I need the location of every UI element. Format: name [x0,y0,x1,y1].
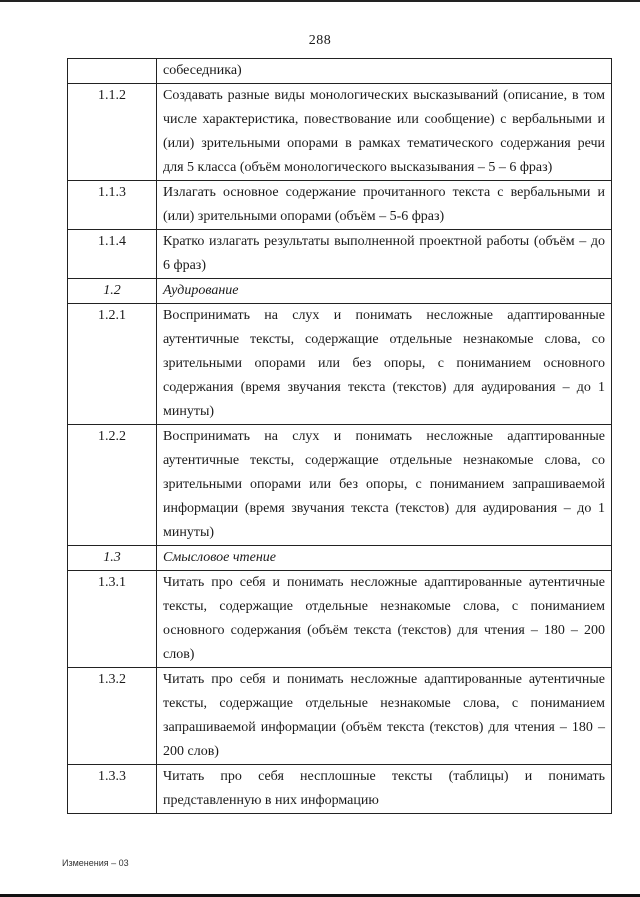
revision-footer: Изменения – 03 [62,858,129,868]
row-number: 1.3.3 [68,765,157,814]
row-text: Воспринимать на слух и понимать несложные адаптированные аутентичные тексты, содержащие отдельные незнакомые слова, со зрительными опорами или без опоры, с пониманием основного содержания (время звучания текста (текстов) для аудирования – до 1 минуты) [157,304,612,425]
section-header-row [68,279,612,304]
row-number: 1.3.1 [68,571,157,668]
table-row [68,59,612,84]
section-title: Аудирование [157,279,612,304]
row-text: Читать про себя и понимать несложные адаптированные аутентичные тексты, содержащие отдельные незнакомые слова, с пониманием запрашиваемой информации (объём текста (текстов) для чтения – 180 – 200 слов) [157,668,612,765]
section-number: 1.3 [68,546,157,571]
table-row [68,571,612,668]
row-number: 1.3.2 [68,668,157,765]
row-text: Читать про себя несплошные тексты (таблицы) и понимать представленную в них информацию [157,765,612,814]
table-row [68,230,612,279]
section-title: Смысловое чтение [157,546,612,571]
row-text: Воспринимать на слух и понимать несложные адаптированные аутентичные тексты, содержащие отдельные незнакомые слова, со зрительными опорами или без опоры, с пониманием запрашиваемой информации (время звучания текста (текстов) для аудирования – до 1 минуты) [157,425,612,546]
row-text: Создавать разные виды монологических высказываний (описание, в том числе характеристика, повествование или сообщение) с вербальными и (или) зрительными опорами в рамках тематического содержания речи для 5 класса (объём монологического высказывания – 5 – 6 фраз) [157,84,612,181]
section-number: 1.2 [68,279,157,304]
row-number [68,59,157,84]
row-number: 1.1.2 [68,84,157,181]
row-text: Кратко излагать результаты выполненной проектной работы (объём – до 6 фраз) [157,230,612,279]
row-number: 1.2.2 [68,425,157,546]
page-number: 288 [308,33,332,48]
row-number: 1.2.1 [68,304,157,425]
scan-edge-top [0,0,640,2]
table-row [68,765,612,814]
table-row [68,304,612,425]
row-text: Читать про себя и понимать несложные адаптированные аутентичные тексты, содержащие отдельные незнакомые слова, с пониманием основного содержания (объём текста (текстов) для чтения – 180 – 200 слов) [157,571,612,668]
requirements-table [67,58,612,814]
row-text: собеседника) [157,59,612,84]
table-row [68,84,612,181]
table-row [68,668,612,765]
section-header-row [68,546,612,571]
row-text: Излагать основное содержание прочитанного текста с вербальными и (или) зрительными опорами (объём – 5-6 фраз) [157,181,612,230]
row-number: 1.1.4 [68,230,157,279]
row-number: 1.1.3 [68,181,157,230]
table-row [68,425,612,546]
table-row [68,181,612,230]
